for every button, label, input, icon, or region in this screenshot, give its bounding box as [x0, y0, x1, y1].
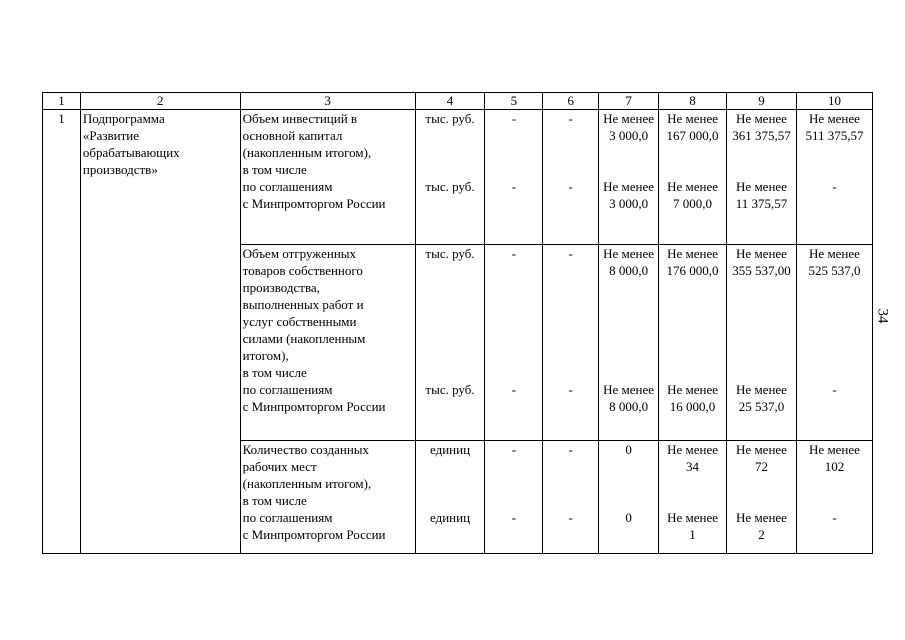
indicator-line: по соглашениям [242, 382, 333, 397]
subprogram-name-line: Подпрограмма [82, 111, 165, 126]
line-spacer [601, 458, 656, 509]
indicator-cell [240, 245, 415, 441]
header-cell-6: 6 [543, 93, 599, 110]
value-cell-10 [796, 110, 872, 245]
line-spacer [487, 262, 540, 381]
indicator-line: рабочих мест [242, 459, 317, 474]
indicator-line: Объем инвестиций в [242, 111, 358, 126]
line-spacer [799, 144, 870, 178]
indicator-line: (накопленным итогом), [242, 145, 372, 160]
value-line: 8 000,0 [609, 399, 649, 414]
value-line: 16 000,0 [669, 399, 716, 414]
indicator-cell [240, 441, 415, 554]
line-spacer [601, 144, 656, 178]
header-row [43, 93, 873, 110]
line-spacer [601, 279, 656, 381]
value-line: 2 [758, 527, 765, 542]
line-spacer [418, 458, 483, 509]
line-spacer [487, 127, 540, 178]
value-line: тыс. руб. [425, 179, 475, 194]
unit-cell [415, 441, 485, 554]
value-line: тыс. руб. [425, 382, 475, 397]
value-cell-7 [599, 441, 659, 554]
value-cell-8 [659, 110, 727, 245]
value-cell-9 [727, 110, 797, 245]
value-cell-8 [659, 245, 727, 441]
indicator-line: с Минпромторгом России [242, 196, 386, 211]
value-line: 72 [755, 459, 768, 474]
value-line: Не менее [667, 382, 718, 397]
value-line: единиц [429, 510, 471, 525]
value-line: 176 000,0 [666, 263, 719, 278]
indicator-line: с Минпромторгом России [242, 399, 386, 414]
line-spacer [729, 475, 794, 509]
value-line: Не менее [667, 179, 718, 194]
value-line: - [511, 246, 517, 261]
row-number: 1 [43, 110, 81, 554]
header-cell-1: 1 [43, 93, 81, 110]
line-spacer [661, 144, 724, 178]
header-cell-4: 4 [415, 93, 485, 110]
value-line: Не менее [603, 179, 655, 194]
value-line: 361 375,57 [732, 128, 791, 143]
value-line: единиц [429, 442, 471, 457]
value-cell-6 [543, 110, 599, 245]
value-line: Не менее [667, 442, 718, 457]
value-line: Не менее [809, 111, 860, 126]
value-line: 25 537,0 [738, 399, 785, 414]
indicator-line: в том числе [242, 365, 307, 380]
value-line: 0 [625, 510, 632, 525]
value-line: 511 375,57 [805, 128, 864, 143]
value-cell-5 [485, 245, 543, 441]
value-line: Не менее [667, 510, 718, 525]
value-line: Не менее [809, 442, 860, 457]
indicator-line: товаров собственного [242, 263, 363, 278]
line-spacer [418, 262, 483, 381]
header-cell-2: 2 [80, 93, 240, 110]
line-spacer [799, 475, 870, 509]
value-line: Не менее [667, 246, 718, 261]
value-line: Не менее [736, 510, 787, 525]
value-line: 34 [686, 459, 700, 474]
value-line: Не менее [603, 382, 655, 397]
value-line: Не менее [667, 111, 718, 126]
line-spacer [545, 262, 596, 381]
subprogram-name-line: обрабатывающих [82, 145, 180, 160]
value-line: 1 [689, 527, 696, 542]
value-cell-10 [796, 441, 872, 554]
line-spacer [729, 144, 794, 178]
value-line: - [568, 179, 573, 194]
indicator-line: в том числе [242, 493, 307, 508]
subprogram-name [80, 110, 240, 554]
value-line: Не менее [736, 246, 787, 261]
indicator-line: выполненных работ и [242, 297, 364, 312]
indicator-line: с Минпромторгом России [242, 527, 386, 542]
header-cell-5: 5 [485, 93, 543, 110]
value-line: Не менее [736, 111, 787, 126]
value-line: Не менее [603, 246, 655, 261]
value-line: - [511, 442, 517, 457]
value-line: тыс. руб. [425, 111, 475, 126]
line-spacer [545, 127, 596, 178]
line-spacer [487, 458, 540, 509]
value-line: Не менее [736, 442, 787, 457]
value-cell-10 [796, 245, 872, 441]
value-line: 102 [824, 459, 845, 474]
value-cell-9 [727, 441, 797, 554]
value-line: 525 537,0 [808, 263, 861, 278]
value-cell-5 [485, 110, 543, 245]
value-line: тыс. руб. [425, 246, 475, 261]
value-cell-5 [485, 441, 543, 554]
indicator-line: услуг собственными [242, 314, 357, 329]
value-line: - [511, 382, 517, 397]
value-line: 3 000,0 [609, 128, 649, 143]
page-number: 34 [874, 308, 891, 324]
indicator-line: Количество созданных [242, 442, 370, 457]
value-cell-9 [727, 245, 797, 441]
indicator-line: итогом), [242, 348, 289, 363]
header-cell-7: 7 [599, 93, 659, 110]
value-line: - [511, 179, 517, 194]
header-cell-10: 10 [796, 93, 872, 110]
line-spacer [799, 279, 870, 381]
value-line: 355 537,00 [732, 263, 791, 278]
indicators-table [42, 92, 873, 554]
unit-cell [415, 110, 485, 245]
header-cell-3: 3 [240, 93, 415, 110]
value-line: - [511, 111, 517, 126]
line-spacer [418, 127, 483, 178]
indicator-line: по соглашениям [242, 510, 333, 525]
indicator-line: по соглашениям [242, 179, 333, 194]
value-cell-8 [659, 441, 727, 554]
value-line: 0 [625, 442, 632, 457]
value-line: - [832, 510, 837, 525]
value-line: - [568, 442, 573, 457]
indicator-line: Объем отгруженных [242, 246, 357, 261]
header-cell-8: 8 [659, 93, 727, 110]
value-cell-6 [543, 245, 599, 441]
value-cell-6 [543, 441, 599, 554]
value-line: - [568, 510, 573, 525]
value-line: - [568, 111, 573, 126]
value-line: Не менее [736, 382, 787, 397]
value-line: 167 000,0 [666, 128, 719, 143]
indicator-line: силами (накопленным [242, 331, 366, 346]
indicator-line: основной капитал [242, 128, 343, 143]
table-row [43, 110, 873, 245]
value-line: - [511, 510, 517, 525]
indicator-cell [240, 110, 415, 245]
value-cell-7 [599, 110, 659, 245]
value-line: 7 000,0 [673, 196, 713, 211]
value-line: - [832, 179, 837, 194]
value-cell-7 [599, 245, 659, 441]
value-line: 3 000,0 [609, 196, 649, 211]
indicator-line: (накопленным итогом), [242, 476, 372, 491]
unit-cell [415, 245, 485, 441]
value-line: 8 000,0 [609, 263, 649, 278]
header-cell-9: 9 [727, 93, 797, 110]
indicator-line: в том числе [242, 162, 307, 177]
value-line: - [568, 382, 573, 397]
value-line: Не менее [809, 246, 860, 261]
line-spacer [545, 458, 596, 509]
line-spacer [661, 475, 724, 509]
line-spacer [661, 279, 724, 381]
subprogram-name-line: производств» [82, 162, 158, 177]
subprogram-name-line: «Развитие [82, 128, 140, 143]
value-line: Не менее [736, 179, 787, 194]
indicator-line: производства, [242, 280, 320, 295]
value-line: 11 375,57 [735, 196, 788, 211]
value-line: - [832, 382, 837, 397]
line-spacer [729, 279, 794, 381]
value-line: - [568, 246, 573, 261]
value-line: Не менее [603, 111, 655, 126]
